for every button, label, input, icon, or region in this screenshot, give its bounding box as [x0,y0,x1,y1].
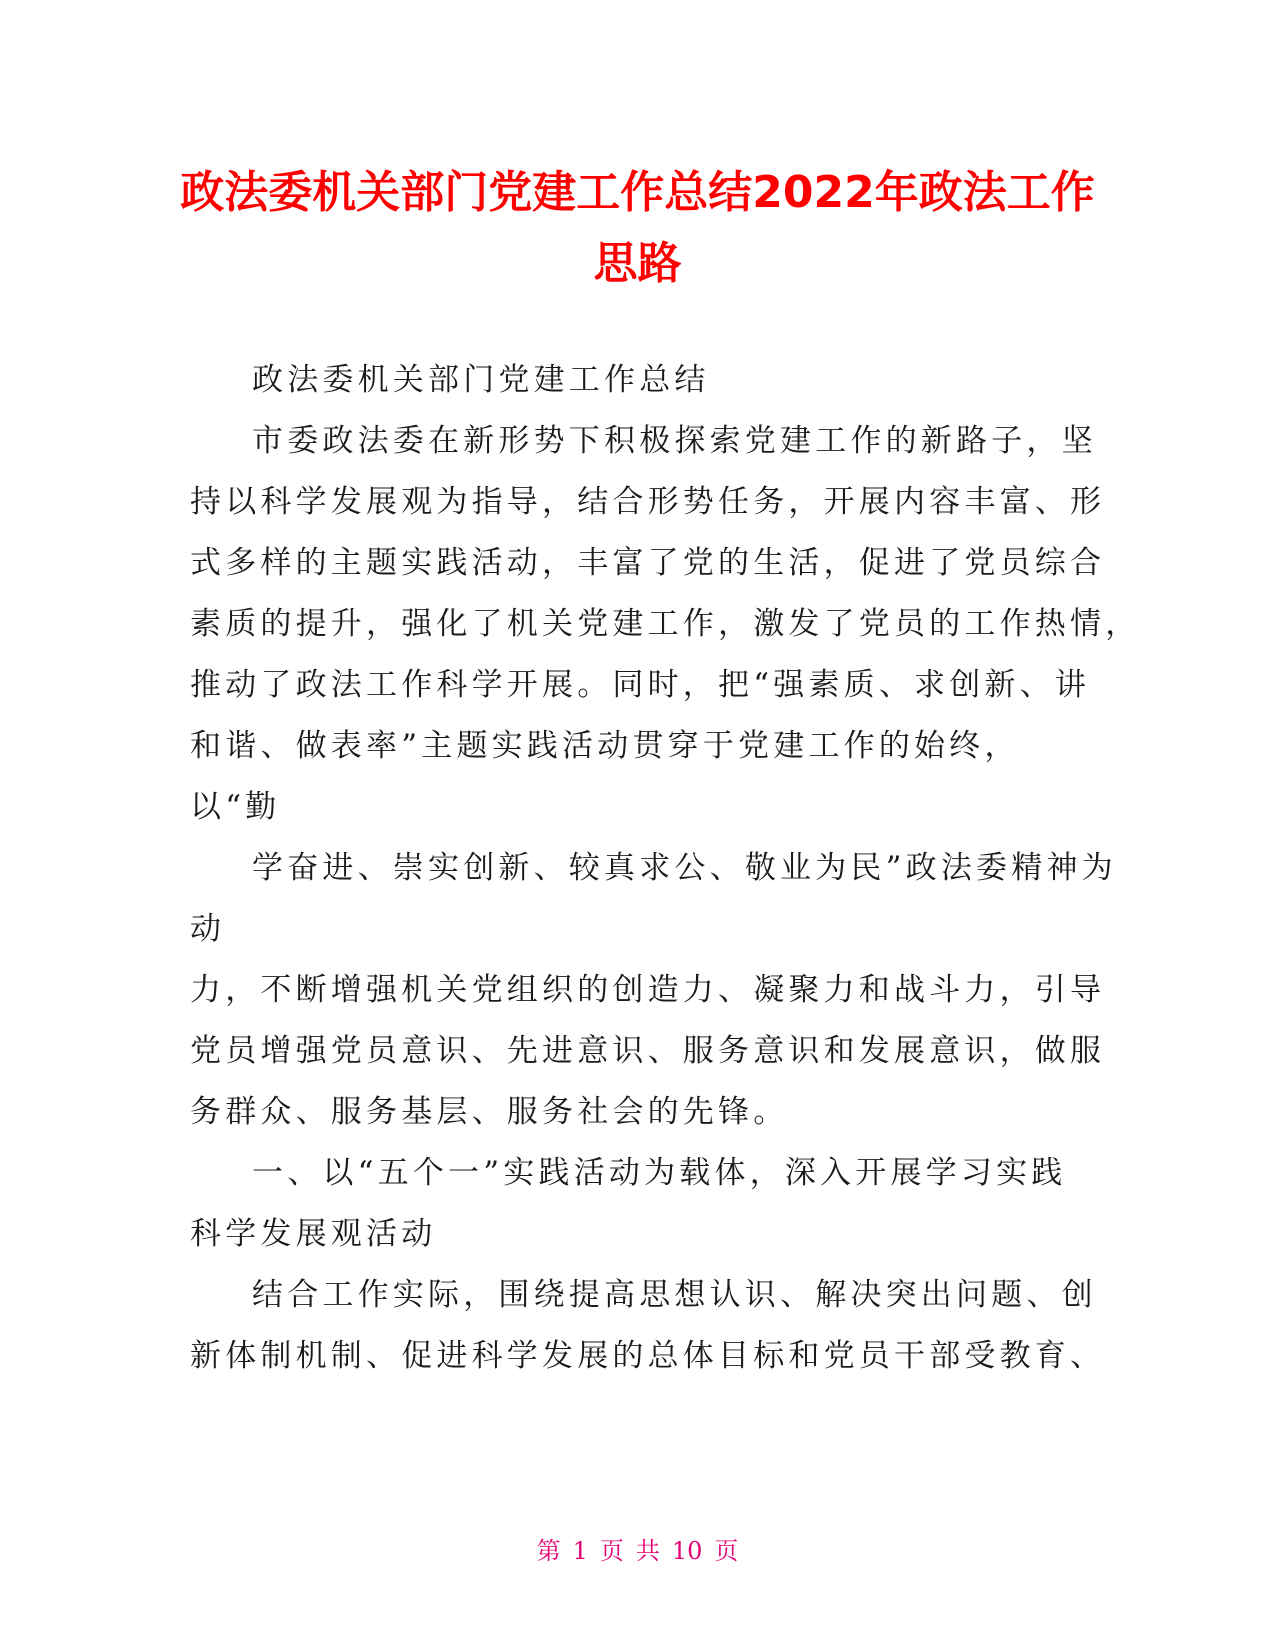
body-line: 学奋进、崇实创新、较真求公、敬业为民”政法委精神为 [252,850,1117,886]
footer-current-page: 1 [572,1537,588,1565]
footer-label-page-unit: 页 [599,1537,624,1565]
footer-label-total-unit: 页 [714,1537,739,1565]
body-line: 推动了政法工作科学开展。同时，把“强素质、求创新、讲 [190,667,1091,703]
footer-label-total: 共 [635,1537,660,1565]
body-line: 市委政法委在新形势下积极探索党建工作的新路子，坚 [252,423,1097,459]
body-line: 和谐、做表率”主题实践活动贯穿于党建工作的始终， [190,728,1020,764]
body-line: 动 [190,911,226,947]
body-line: 务群众、服务基层、服务社会的先锋。 [190,1094,789,1130]
document-title-line-1: 政法委机关部门党建工作总结2022年政法工作 [180,167,1095,218]
footer-total-pages: 10 [671,1537,703,1565]
footer-label-page: 第 [536,1537,561,1565]
body-line: 素质的提升，强化了机关党建工作，激发了党员的工作热情， [190,606,1141,642]
body-line: 结合工作实际，围绕提高思想认识、解决突出问题、创 [252,1277,1097,1313]
body-line: 式多样的主题实践活动，丰富了党的生活，促进了党员综合 [190,545,1106,581]
body-line: 以“勤 [190,789,281,825]
subsection-heading: 一、以“五个一”实践活动为载体，深入开展学习实践 [252,1155,1067,1191]
document-title-line-2: 思路 [593,238,682,289]
page-footer [0,1535,1275,1567]
body-line: 党员增强党员意识、先进意识、服务意识和发展意识，做服 [190,1033,1106,1069]
subsection-heading-cont: 科学发展观活动 [190,1216,437,1252]
body-line: 新体制机制、促进科学发展的总体目标和党员干部受教育、 [190,1338,1106,1374]
body-line: 持以科学发展观为指导，结合形势任务，开展内容丰富、形 [190,484,1106,520]
body-line: 力，不断增强机关党组织的创造力、凝聚力和战斗力，引导 [190,972,1106,1008]
section-heading: 政法委机关部门党建工作总结 [252,362,710,398]
